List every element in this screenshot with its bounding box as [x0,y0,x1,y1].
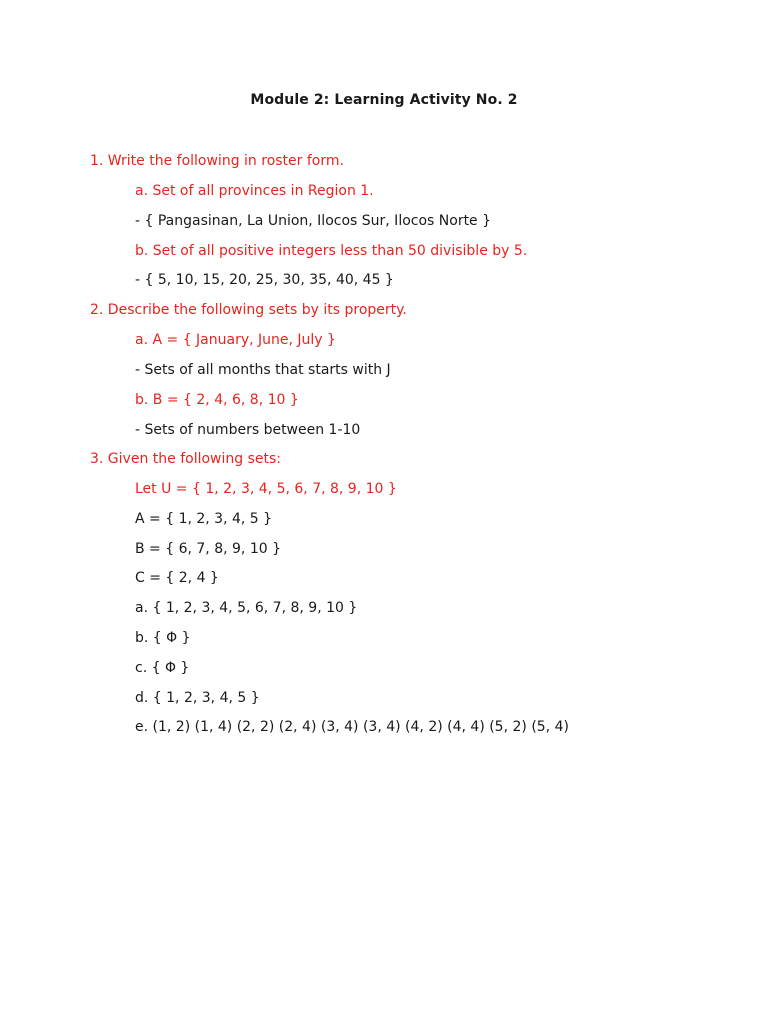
question-2-prompt: 2. Describe the following sets by its property. [90,302,407,318]
set-b-definition: B = { 6, 7, 8, 9, 10 } [135,541,281,557]
page-title: Module 2: Learning Activity No. 2 [250,92,518,108]
question-1b-answer: - { 5, 10, 15, 20, 25, 30, 35, 40, 45 } [135,272,394,288]
question-1b-prompt: b. Set of all positive integers less than 50 divisible by 5. [135,243,528,259]
answer-d: d. { 1, 2, 3, 4, 5 } [135,690,260,706]
answer-e: e. (1, 2) (1, 4) (2, 2) (2, 4) (3, 4) (3, 4) (4, 2) (4, 4) (5, 2) (5, 4) [135,719,569,735]
question-2b-answer: - Sets of numbers between 1-10 [135,422,361,438]
answer-a: a. { 1, 2, 3, 4, 5, 6, 7, 8, 9, 10 } [135,600,358,616]
set-c-definition: C = { 2, 4 } [135,570,219,586]
question-2b-prompt: b. B = { 2, 4, 6, 8, 10 } [135,392,299,408]
set-a-definition: A = { 1, 2, 3, 4, 5 } [135,511,273,527]
question-2a-prompt: a. A = { January, June, July } [135,332,336,348]
question-2a-answer: - Sets of all months that starts with J [135,362,391,378]
question-3-prompt: 3. Given the following sets: [90,451,281,467]
universal-set-definition: Let U = { 1, 2, 3, 4, 5, 6, 7, 8, 9, 10 } [135,481,397,497]
answer-c: c. { Φ } [135,660,190,676]
question-1-prompt: 1. Write the following in roster form. [90,153,344,169]
question-1a-answer: - { Pangasinan, La Union, Ilocos Sur, Ilocos Norte } [135,213,492,229]
answer-b: b. { Φ } [135,630,191,646]
question-1a-prompt: a. Set of all provinces in Region 1. [135,183,374,199]
